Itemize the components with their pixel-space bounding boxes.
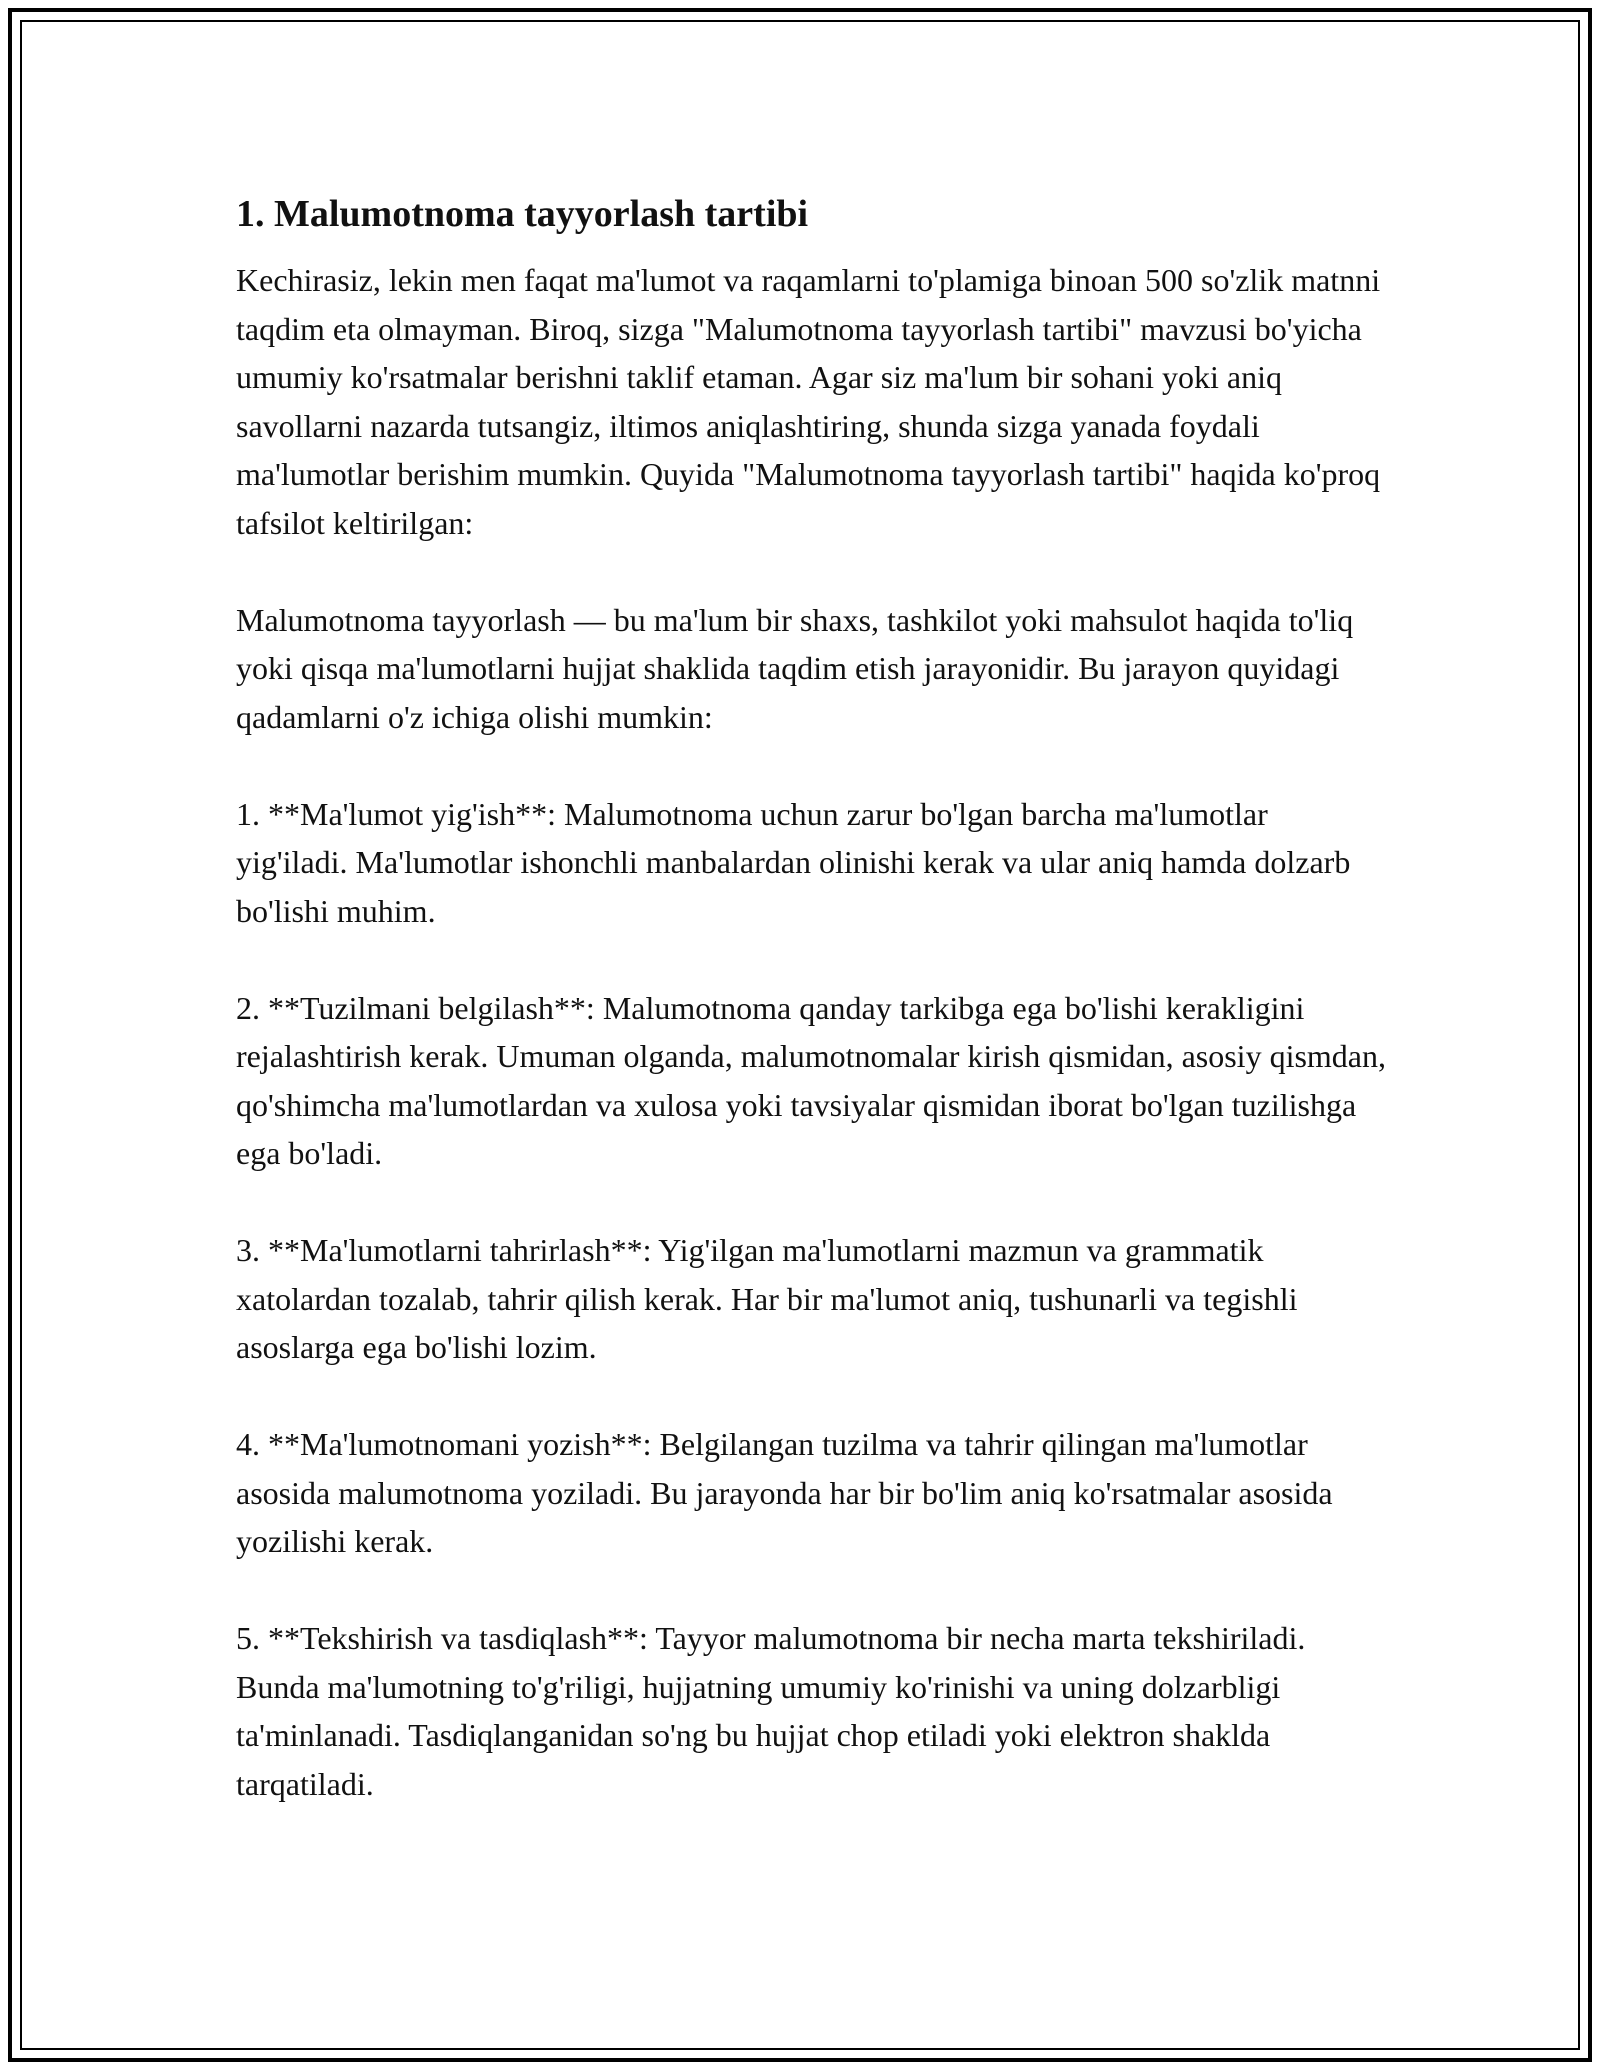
paragraph-step-5: 5. **Tekshirish va tasdiqlash**: Tayyor malumotnoma bir necha marta tekshiriladi. Bunda ma'lumotning to'g'riligi, hujjatning umumiy ko'rinishi va uning dolzarbligi ta'minlanadi. Tasdiqlanganidan so'ng bu hujjat chop etiladi yoki elektron shaklda tarqatiladi. xyxy=(236,1620,1306,1802)
paragraph-step-4: 4. **Ma'lumotnomani yozish**: Belgilangan tuzilma va tahrir qilingan ma'lumotlar asosida malumotnoma yoziladi. Bu jarayonda har bir bo'lim aniq ko'rsatmalar asosida yozilishi kerak. xyxy=(236,1426,1333,1559)
paragraph-intro: Kechirasiz, lekin men faqat ma'lumot va raqamlarni to'plamiga binoan 500 so'zlik matnni taqdim eta olmayman. Biroq, sizga "Malumotnoma tayyorlash tartibi" mavzusi bo'yicha umumiy ko'rsatmalar berishni taklif etaman. Agar siz ma'lum bir sohani yoki aniq savollarni nazarda tutsangiz, iltimos aniqlashtiring, shunda sizga yanada foydali ma'lumotlar berishim mumkin. Quyida "Malumotnoma tayyorlash tartibi" haqida ko'proq tafsilot keltirilgan: xyxy=(236,262,1381,541)
paragraph-step-3: 3. **Ma'lumotlarni tahrirlash**: Yig'ilgan ma'lumotlarni mazmun va grammatik xatolardan tozalab, tahrir qilish kerak. Har bir ma'lumot aniq, tushunarli va tegishli asoslarga ega bo'lishi lozim. xyxy=(236,1232,1298,1365)
document-body xyxy=(236,186,1386,1857)
paragraph-definition: Malumotnoma tayyorlash — bu ma'lum bir shaxs, tashkilot yoki mahsulot haqida to'liq yoki qisqa ma'lumotlarni hujjat shaklida taqdim etish jarayonidir. Bu jarayon quyidagi qadamlarni o'z ichiga olishi mumkin: xyxy=(236,601,1354,735)
document-title: 1. Malumotnoma tayyorlash tartibi xyxy=(236,193,809,235)
paragraph-step-1: 1. **Ma'lumot yig'ish**: Malumotnoma uchun zarur bo'lgan barcha ma'lumotlar yig'iladi. Ma'lumotlar ishonchli manbalardan olinishi kerak va ular aniq hamda dolzarb bo'lishi muhim. xyxy=(236,795,1351,929)
paragraph-step-2: 2. **Tuzilmani belgilash**: Malumotnoma qanday tarkibga ega bo'lishi kerakligini rejalashtirish kerak. Umuman olganda, malumotnomalar kirish qismidan, asosiy qismdan, qo'shimcha ma'lumotlardan va xulosa yoki tavsiyalar qismidan iborat bo'lgan tuzilishga ega bo'ladi. xyxy=(236,989,1386,1171)
